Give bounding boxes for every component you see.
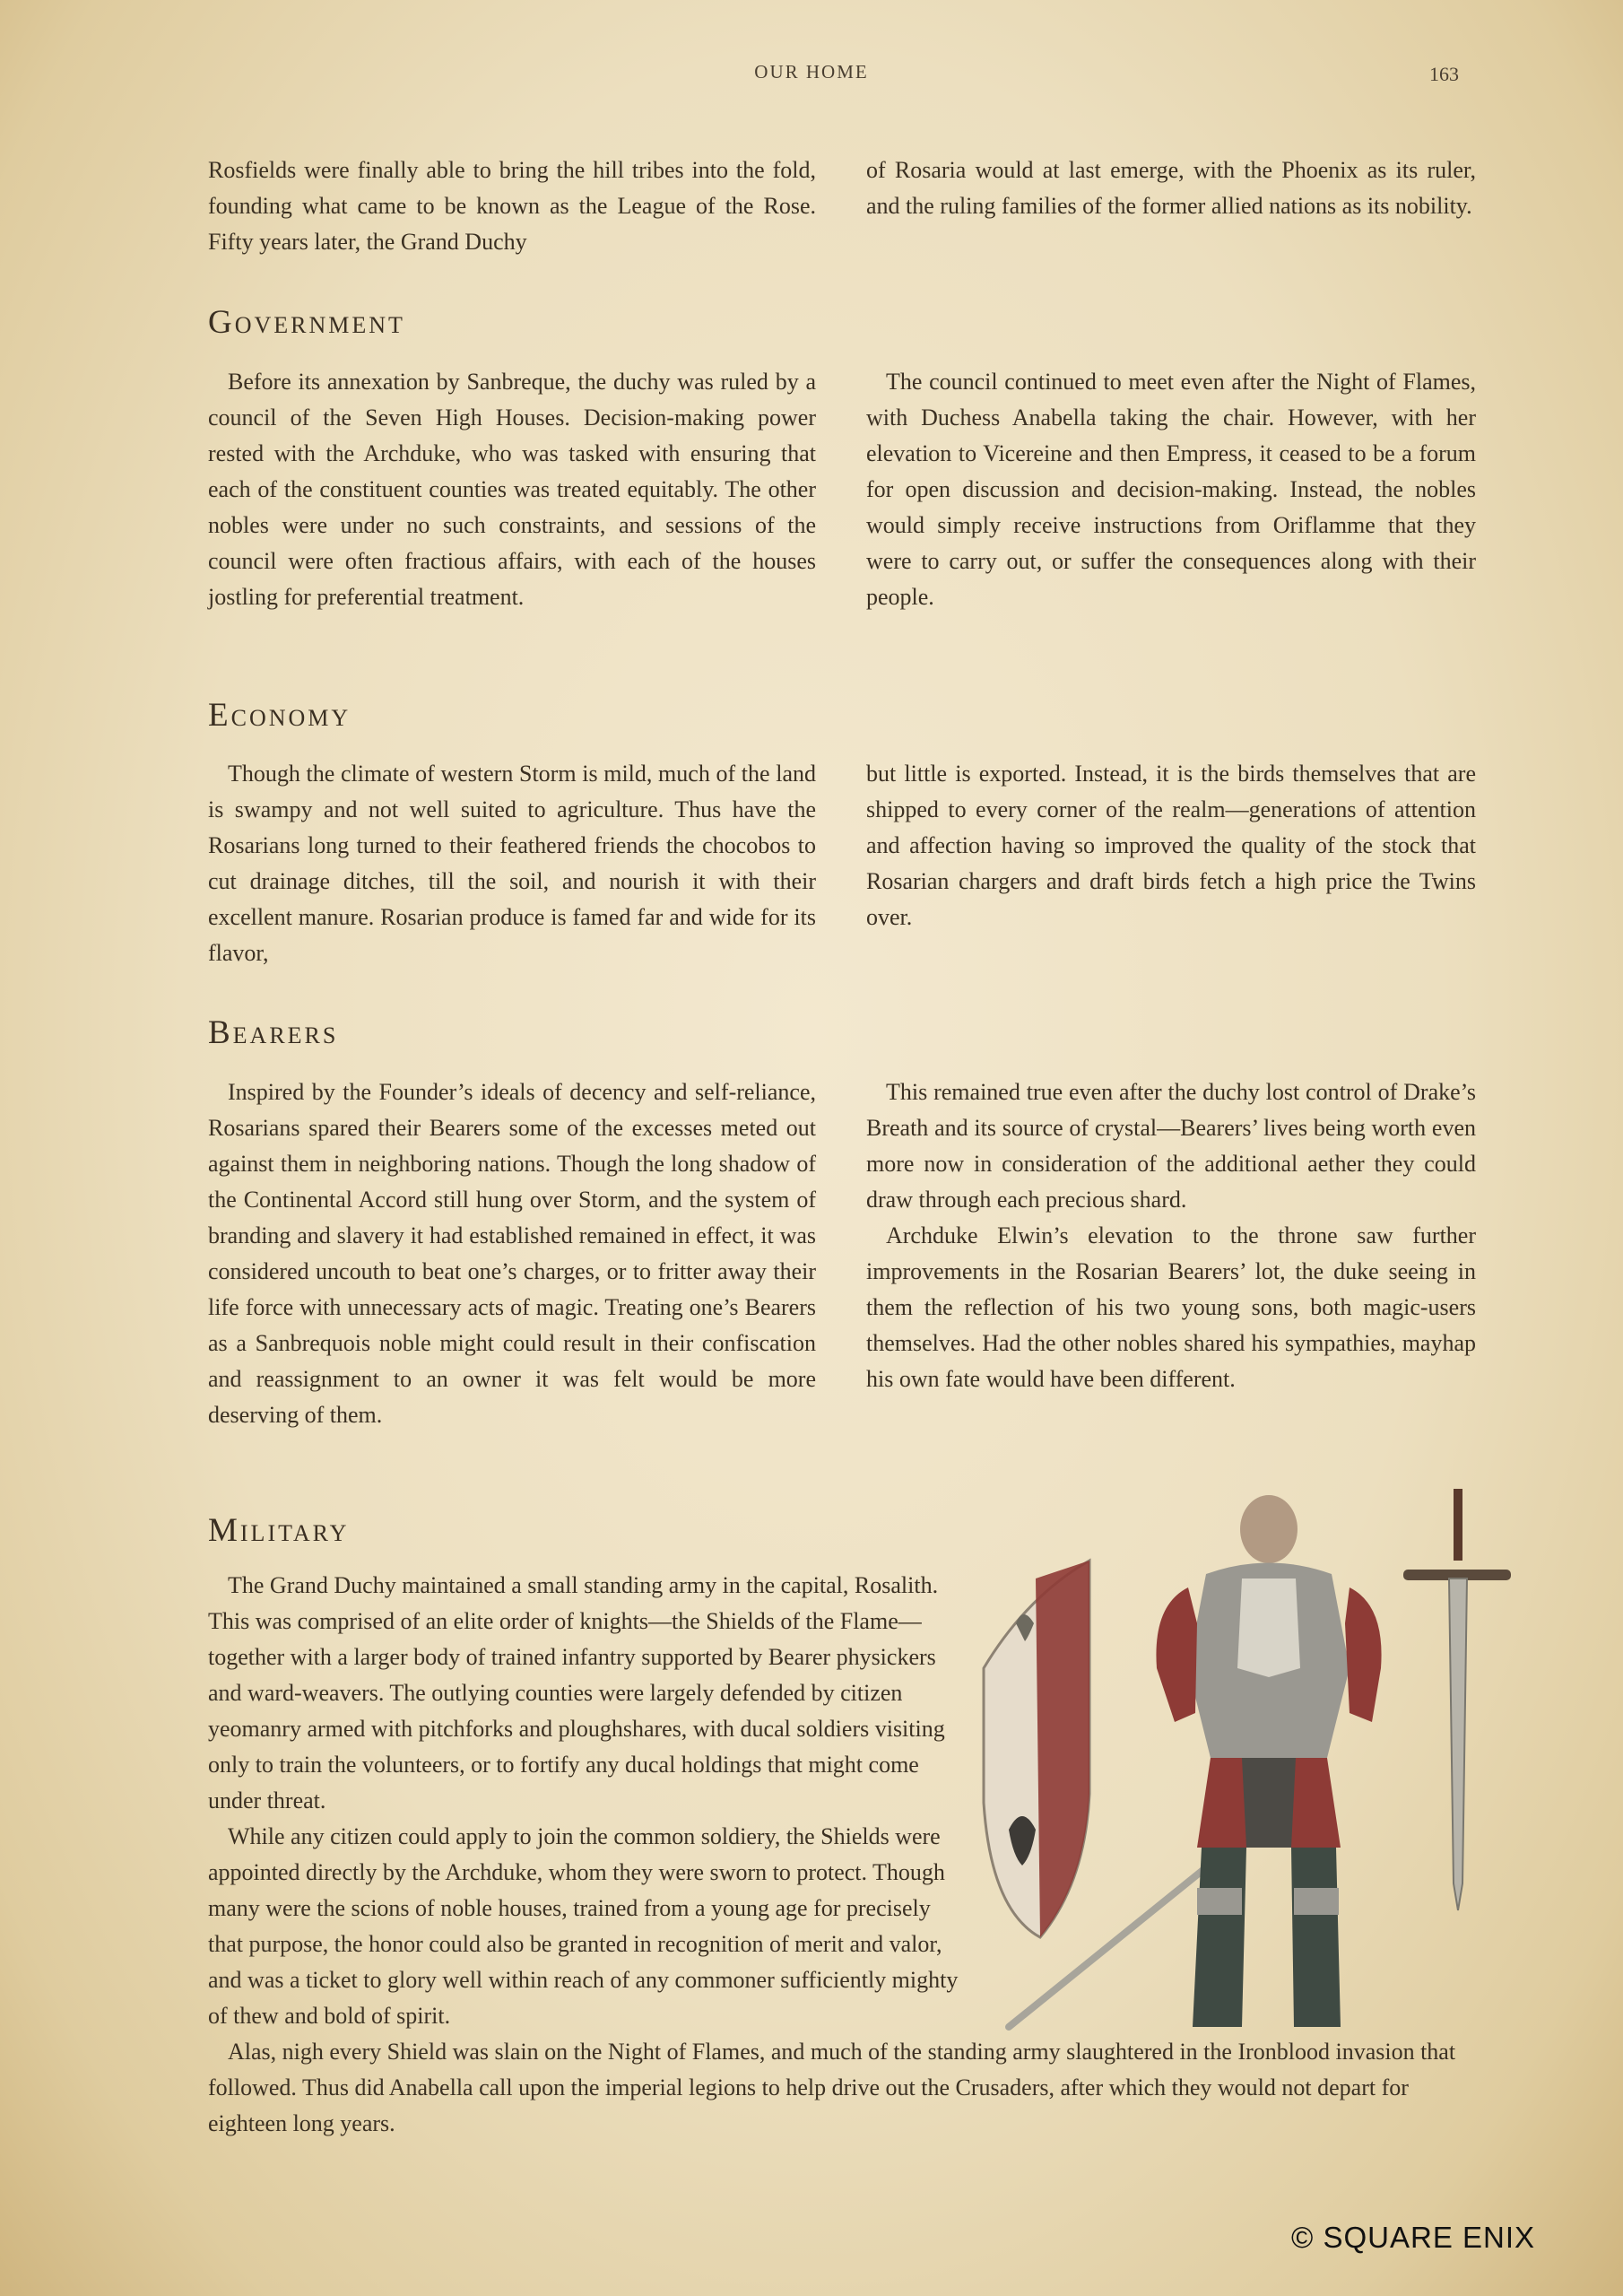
- running-title: OUR HOME: [754, 61, 869, 83]
- intro-left-column: [208, 152, 816, 260]
- bearers-right-paragraph-2: Archduke Elwin’s elevation to the throne saw further improvements in the Rosarian Bearers’ lot, the duke seeing in them the reflection of his two young sons, both magic-users themselves. Had the other nobles shared his sympathies, mayhap his own fate would have been different.: [866, 1222, 1476, 1392]
- economy-left-paragraph: Though the climate of western Storm is mild, much of the land is swampy and not well suited to agriculture. Thus have the Rosarians long turned to their feathered friends the chocobos to cut drainage ditches, till the soil, and nourish it with their excellent manure. Rosarian produce is famed far and wide for its flavor,: [208, 761, 816, 966]
- page-number: 163: [1429, 63, 1459, 85]
- bearers-right-paragraph-1: This remained true even after the duchy lost control of Drake’s Breath and its source of crystal—Bearers’ lives being worth even more now in consideration of the additional aether they could draw through each precious shard.: [866, 1079, 1476, 1213]
- military-paragraph-1: The Grand Duchy maintained a small standing army in the capital, Rosalith. This was comprised of an elite order of knights—the Shields of the Flame—together with a larger body of trained infantry supported by Bearer physickers and ward-weavers. The outlying counties were largely defended by citizen yeomanry armed with pitchforks and ploughshares, with ducal soldiers visiting only to train the volunteers, or to fortify any ducal holdings that might come under threat.: [208, 1572, 945, 1813]
- military-section: [208, 1568, 1476, 2142]
- bearers-left-paragraph: Inspired by the Founder’s ideals of decency and self-reliance, Rosarians spared their Bearers some of the excesses meted out against them in neighboring nations. Though the long shadow of the Continental Accord still hung over Storm, and the system of branding and slavery it had established remained in effect, it was considered uncouth to beat one’s charges, or to fritter away their life force with unnecessary acts of magic. Treating one’s Bearers as a Sanbrequois noble might could result in their confiscation and reassignment to an owner it was felt would be more deserving of them.: [208, 1079, 816, 1428]
- bearers-left-column: [208, 1074, 816, 1433]
- intro-right-column: [866, 152, 1476, 224]
- military-paragraph-3: Alas, nigh every Shield was slain on the Night of Flames, and much of the standing army slaughtered in the Ironblood invasion that followed. Thus did Anabella call upon the imperial legions to help drive out the Crusaders, after which they would not depart for eighteen long years.: [208, 2039, 1456, 2136]
- bearers-right-column: [866, 1074, 1476, 1397]
- military-paragraph-2: While any citizen could apply to join the common soldiery, the Shields were appointed directly by the Archduke, whom they were sworn to protect. Though many were the scions of noble houses, trained from a young age for precisely that purpose, the honor could also be granted in recognition of merit and valor, and was a ticket to glory well within reach of any commoner sufficiently mighty of thew and bold of spirit.: [208, 1823, 959, 2029]
- section-heading-military: Military: [208, 1512, 350, 1549]
- section-heading-government: Government: [208, 304, 405, 341]
- intro-right-paragraph: of Rosaria would at last emerge, with the Phoenix as its ruler, and the ruling families of the former allied nations as its nobility.: [866, 157, 1476, 219]
- economy-right-paragraph: but little is exported. Instead, it is the birds themselves that are shipped to every corner of the realm—generations of attention and affection having so improved the quality of the stock that Rosarian chargers and draft birds fetch a high price the Twins over.: [866, 761, 1476, 930]
- economy-left-column: [208, 756, 816, 971]
- section-heading-economy: Economy: [208, 697, 352, 734]
- intro-left-paragraph: Rosfields were finally able to bring the hill tribes into the fold, founding what came to be known as the League of the Rose. Fifty years later, the Grand Duchy: [208, 157, 816, 255]
- government-right-column: [866, 364, 1476, 615]
- section-heading-bearers: Bearers: [208, 1014, 339, 1051]
- economy-right-column: [866, 756, 1476, 935]
- copyright-notice: © SQUARE ENIX: [1291, 2221, 1536, 2254]
- government-left-paragraph: Before its annexation by Sanbreque, the duchy was ruled by a council of the Seven High Houses. Decision-making power rested with the Archduke, who was tasked with ensuring that each of the constituent counties was treated equitably. The other nobles were under no such constraints, and sessions of the council were often fractious affairs, with each of the houses jostling for preferential treatment.: [208, 369, 816, 610]
- government-right-paragraph: The council continued to meet even after the Night of Flames, with Duchess Anabella taking the chair. However, with her elevation to Vicereine and then Empress, it ceased to be a forum for open discussion and decision-making. Instead, the nobles would simply receive instructions from Oriflamme that they were to carry out, or suffer the consequences along with their people.: [866, 369, 1476, 610]
- government-left-column: [208, 364, 816, 615]
